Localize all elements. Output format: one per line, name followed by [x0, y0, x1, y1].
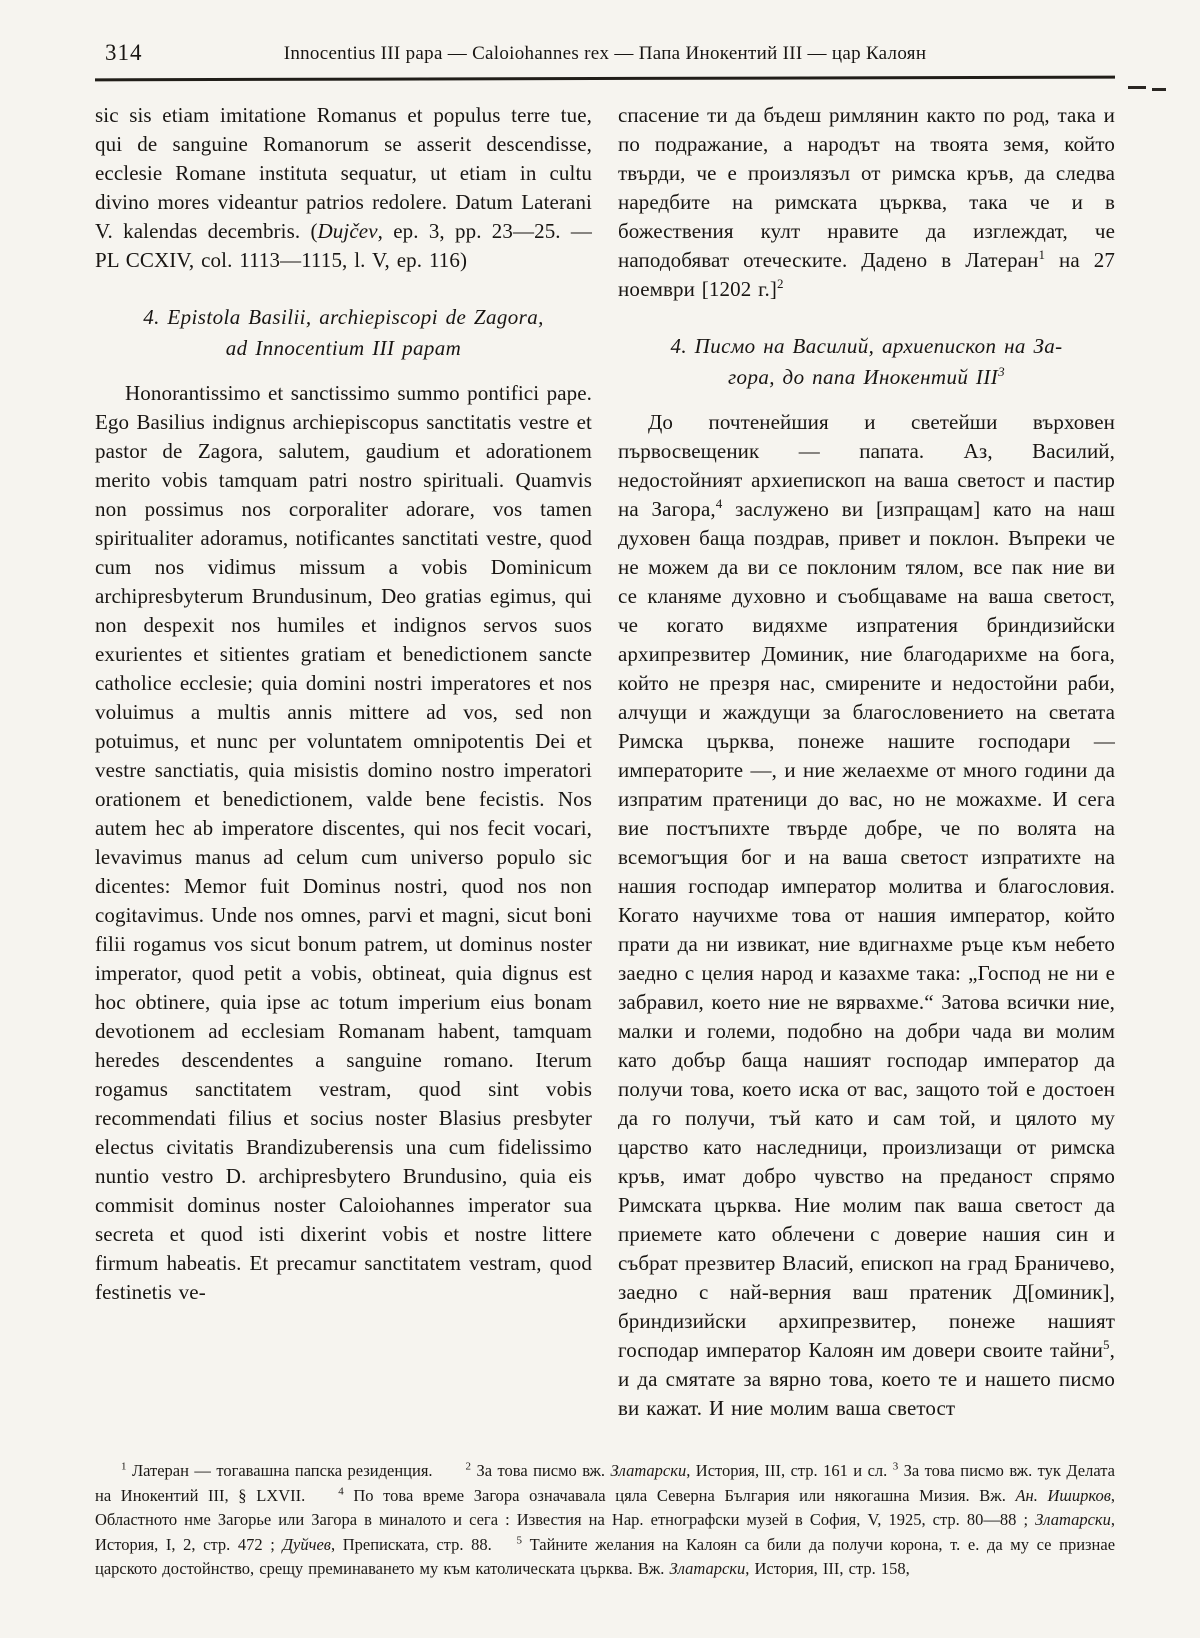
running-head: Innocentius III papa — Caloiohannes rex — Папа Инокентий III — цар Калоян — [283, 43, 927, 64]
page-header — [95, 38, 1115, 70]
latin-column — [95, 101, 592, 1423]
latin-body-paragraph: Honorantissimo et sanctissimo summo pontifici pape. Ego Basilius indignus archiepiscopus sanctitatis vestre et pastor de Zagora, salutem, gaudium et adorationem merito vobis tamquam patri nostro spirituali. Quamvis non possimus nos corporaliter adorare, vos tamen spiritualiter adoramus, notificantes sanctitati vestre, quod cum nos vidimus missum a vobis Dominicum archipresbyterum Brundusinum, Deo gratias egimus, qui non despexit nos humiles et indignos servos suos exurientes et sitientes gratiam et benedictionem sancte catholice ecclesie; quia domini nostri imperatores et nos voluimus a multis annis mittere ad vos, sed non potuimus, et nunc per voluntatem omnipotentis Dei et vestre sanctiatis, quia misistis domino nostro imperatori orationem et benedictionem, valde bene fecistis. Nos autem hec ab imperatore discentes, qui nos fecit vocari, levavimus manus ad celum cum universo populo sic dicentes: Memor fuit Dominus nostri, quod nos non cogitavimus. Unde nos omnes, parvi et magni, sicut boni filii rogamus vos sicut bonum patrem, ut dominus noster imperator, quod petit a vobis, obtineat, quia dignus est hoc obtinere, quia ipse ac totum imperium eius bonam devotionem ad ecclesiam Romanam habent, tamquam heredes descendentes a sanguine romano. Iterum rogamus sanctitatem vestram, quod sint vobis recommendati filius et socius noster Blasius presbyter electus civitatis Brandizuberensis una cum fidelissimo nuntio vestro D. archipresbytero Brundusino, quia eis commisit dominus noster Caloiohannes imperator sua secreta et quod isti dixerint vobis et nostre littere firmum habeatis. Et precamur sanctitatem vestram, quod festinetis ve- — [95, 381, 592, 1304]
bulgarian-intro-paragraph: спасение ти да бъдеш римлянин както по род, така и по подражание, а народът на твоята земя, който твърди, че е произлязъл от римска кръв, да следва наредбите на римската църква, така че и в божествения култ нравите да изглеждат, че наподобяват отеческите. Дадено в Латеран$^1$ на 27 ноември [1202 г.]$^2$ — [618, 103, 1115, 301]
scan-artifact — [1128, 84, 1174, 92]
latin-intro-paragraph: sic sis etiam imitatione Romanus et populus terre tue, qui de sanguine Romanorum se asserit descendisse, ecclesie Romane instituta sequatur, ut etiam in cultu divino mores videantur patrios redolere. Datum Laterani V. kalendas decembris. (Dujčev, ep. 3, pp. 23—25. — PL CCXIV, col. 1113—1115, l. V, ep. 116) — [95, 103, 592, 272]
header-rule — [95, 76, 1115, 82]
two-column-text — [95, 101, 1115, 1423]
bulgarian-body-paragraph: До почтенейшия и светейши върховен първосвещеник — папата. Аз, Василий, недостойният архиепископ на ваша светост и пастир на Загора,$^4$ заслужено ви [изпращам] като на наш духовен баща поздрав, привет и поклон. Въпреки че не можем да ви се поклоним тялом, все пак ние ви се кланяме духовно и съобщаваме на ваша светост, че когато видяхме изпратения бриндизийски архипрезвитер Доминик, ние благодарихме на бога, който не презря нас, смирените и недостойни раби, алчущи и жаждущи за благословението на светата Римска църква, понеже нашите господари — императорите —, и ние желаехме от много години да изпратим пратеници до вас, но не можахме. И сега вие постъпихте твърде добре, че по волята на всемогъщия бог и на ваша светост изпратихте на нашия господар император молитва и благословия. Когато научихме това от нашия император, който прати да ни извикат, ние вдигнахме ръце към небето заедно с целия народ и казахме така: „Господ не ни е забравил, което ние не вярвахме.“ Затова всички ние, малки и големи, подобно на добри чада ви молим като добър баща нашият господар император да получи това, което иска от вас, защото той е достоен да го получи, тъй като и сам той, и цялото му царство като наследници, произлизащи от римска кръв, имат добро чувство на преданост спрямо Римската църква. Ние молим пак ваша светост да приемете като облечени с доверие нашия син и събрат презвитер Власий, епископ на град Браничево, заедно с най-верния ваш пратеник Д[оминик], бриндизийски архипрезвитер, понеже нашият господар император Калоян им довери своите тайни$^5$, и да смятате за вярно това, което те и нашето писмо ви кажат. И ние молим ваша светост — [618, 410, 1115, 1420]
bulgarian-column — [618, 101, 1115, 1423]
latin-section-heading: 4. Epistola Basilii, archiepiscopi de Zagora, ad Innocentium III papam — [143, 305, 544, 360]
page-number: 314 — [105, 40, 143, 65]
bulgarian-section-heading: 4. Писмо на Василий, архиепископ на За- гора, до папа Инокентий III$^3$ — [670, 334, 1063, 389]
footnotes-block: $^1$ Латеран — тогавашна папска резиденция. $^2$ За това писмо вж. Златарски, История, III, стр. 161 и сл. $^3$ За това писмо вж. тук Делата на Инокентий III, § LXVII. $^4$ По това време Загора означавала цяла Северна България или някогашна Мизия. Вж. Ан. Иширков, Областното нме Загорье или Загора в миналото и сега : Известия на Нар. етнографски музей в София, V, 1925, стр. 80—88 ; Златарски, История, I, 2, стр. 472 ; Дуйчев, Преписката, стр. 88. $^5$ Тайните желания на Калоян са били да получи корона, т. е. да му се признае царското достойнство, срещу преминаването му към католическата църква. Вж. Златарски, История, III, стр. 158, — [95, 1460, 1116, 1578]
